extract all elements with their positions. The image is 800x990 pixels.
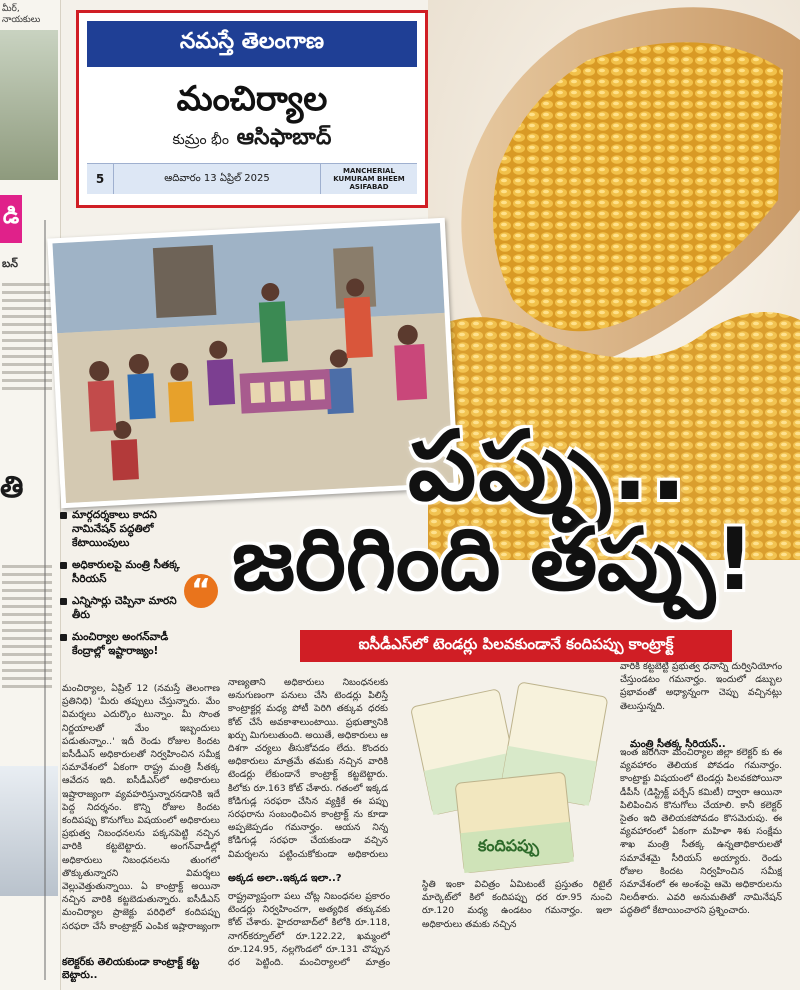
bullet-item: మంచిర్యాల అంగన్‌వాడీ కేంద్రాల్లో ఇష్టారాజ్యం! <box>60 630 188 658</box>
subhead-collector: కలెక్టర్‌కు తెలియకుండా కాంట్రాక్ట్ కట్ట బెట్టారు.. <box>62 957 200 981</box>
anganwadi-illustration <box>52 223 453 503</box>
strip-letter: తి <box>0 470 24 505</box>
place-line-2: KUMURAM BHEEM <box>333 175 405 183</box>
place-line-1: MANCHERIAL <box>343 167 395 175</box>
masthead-footer <box>87 163 417 194</box>
anganwadi-photo-scene <box>52 223 453 503</box>
strip-text-lines-2 <box>0 560 58 688</box>
strip-top-text: మీర్, నాయకులు <box>2 4 41 25</box>
paper-name: నమస్తే తెలంగాణ <box>87 21 417 67</box>
subhead-minister-serious: మంత్రి సీతక్క సీరియస్.. <box>630 739 726 750</box>
article-column-6: ఇంత జరిగినా మంచిర్యాల జిల్లా కలెక్టర్ కు ఈ వ్యవహారం తెలియక పోవడం గమనార్హం. కాంట్రాక్టు విషయంలో టెండర్లు పిలవకపోయినా డీపీసీ (డిస్ట్రిక్ట్ పర్చేస్ కమిటీ) ద్వారా ఆయినా పిలిపించిన కొనుగోలు చేయాలి. కానీ కలెక్టర్ సైతం ఇది తెలియకపోవడం కొసమెరుపు. ఈ వ్యవహారంలో ఏకంగా మహిళా శిశు సంక్షేమ శాఖ మంత్రి సీతక్క ఉన్నతాధికారులతో సమావేశమై సీరియస్ అయ్యారు. రెండు రోజుల కిందట నిర్వహించిన సమీక్ష సమావేశంలో ఈ అంశంపై ఆమె అధికారులను నిలదీశారు. ఎవరి అనుమతితో నామినేషన్ పద్ధతిలో కేటాయించారని ప్రశ్నించారు. <box>620 747 782 917</box>
subheadline-bar: ఐసీడీఎస్‌లో టెండర్లు పిలవకుండానే కందిపప్పు కాంట్రాక్ట్ <box>300 630 732 662</box>
headline-line-2: జరిగింది తప్పు! <box>232 510 755 610</box>
strip-badge: డి <box>0 195 22 243</box>
strip-photo-2 <box>0 766 58 896</box>
masthead <box>76 10 428 208</box>
subhead-there-here: అక్కడ అలా..ఇక్కడ ఇలా..? <box>228 873 342 884</box>
edition-district <box>87 125 417 155</box>
district-name: ఆసిఫాబాద్ <box>236 125 332 150</box>
strip-heading: బన్ <box>2 257 18 270</box>
district-prefix: కుమ్రం భీం <box>172 132 229 148</box>
article-column-2: నాణ్యతాని అధికారులు నిబంధనలకు అనుగుణంగా పనులు చేసి టెండర్లు పిలిస్తే కాంట్రాక్టర్ల మధ్య పోటీ పెరిగి తక్కువ ధరకు కోట్ చేసే అవకాశాలుంటాయి. ప్రభుత్వానికి ఖర్చు మిగులుతుంది. అయితే, అధికారులు ఆ దిశగా చర్యలు తీసుకోవడం లేదు. కొందరు అధికారులు మాత్రమే తమకు నచ్చిన వారికి టెండర్లు లేకుండానే కాంట్రాక్ట్ కట్టబెట్టారు. కిలోకు రూ.163 కోట్ చేశారు. గతంలో ఇక్కడ కోడిగుడ్ల సరఫరా చేసిన వ్యక్తికే ఈ పప్పు సరఫరాను సంబంధించిన కాంట్రాక్ట్ ను కూడా అప్పజెప్పడం గమనార్హం. ఆయన నిన్న కోడిగుడ్ల సరఫరా చేయకుండా వచ్చిన విమర్శలను పట్టించుకోకుండా అధికారులు <box>228 677 388 860</box>
anganwadi-photo <box>47 218 459 508</box>
headline-line-1: పప్పు.. <box>408 410 689 522</box>
article-column-1: మంచిర్యాల, ఏప్రిల్ 12 (నమస్తే తెలంగాణ ప్రతినిధి) 'మీరు తప్పులు చేస్తున్నారు. మేం విమర్శలు ఎదుర్కొం టున్నాం. మీ సొంత నిర్ణయాలతో మేం ఇబ్బందులు పడుతున్నాం..' ఇదీ రెండు రోజుల కిందట ఐసీడీఎస్ అధికారులతో నిర్వహించిన సమీక్ష సమావేశంలో ఏకంగా రాష్ట్ర మంత్రి సీతక్క ఆవేదన ఇది. ఐసీడీఎస్‌లో అధికారులు ఇష్టారాజ్యంగా వ్యవహరిస్తున్నారనడానికి ఇదే పెద్ద నిదర్శనం. కొన్ని రోజుల కిందట కందిపప్పు కొనుగోలు విషయంలో అధికారులు ప్రభుత్వ నిబంధనలను పక్కనపెట్టి నచ్చిన వారికి కట్టబెట్టారు. అంగన్‌వాడీల్లో అధికారులు నిబంధనలను తుంగలో తొక్కుతున్నారని విమర్శలు వెల్లువెత్తుతున్నాయి. ఏ కాంట్రాక్ట్ అయినా నచ్చిన వారికి కట్టబెడుతున్నారు. ఐసీడీఎస్ మంచిర్యాల ప్రాజెక్టు పరిధిలో కందిపప్పు సరఫరా చేసే కాంట్రాక్టర్ ఎంపిక ఇష్టారాజ్యంగా <box>62 683 220 932</box>
bullet-item: ఎన్నిసార్లు చెప్పినా మారని తీరు <box>60 594 188 622</box>
highlight-bullets <box>60 508 188 666</box>
quote-mark-icon: “ <box>184 574 218 608</box>
packets-illustration <box>400 668 620 878</box>
bullet-item: మార్గదర్శకాలు కాదని నామినేషన్ పద్ధతిలో కేటాయింపులు <box>60 508 188 550</box>
page-number: 5 <box>95 172 105 186</box>
edition-date: ఆదివారం 13 ఏప్రిల్ 2025 <box>113 164 321 194</box>
bullet-item: అధికారులపై మంత్రి సీతక్క సీరియస్ <box>60 558 188 586</box>
strip-photo <box>0 30 58 180</box>
place-line-3: ASIFABAD <box>349 183 389 191</box>
column-rule <box>44 220 46 980</box>
edition-city: మంచిర్యాల <box>176 79 328 119</box>
edition-place-en <box>321 167 417 191</box>
kandipappu-packets-photo <box>400 668 620 878</box>
article-column-4: స్థితి ఇంకా విచిత్రం ఏమిటంటే ప్రస్తుతం రిటైల్ మార్కెట్‌లో కిలో కందిపప్పు ధర రూ.95 నుంచి రూ.120 మధ్య ఉండటం గమనార్హం. ఇలా అధికారులు తమకు నచ్చిన <box>422 879 612 930</box>
adjacent-page-strip <box>0 0 61 990</box>
packet-label: కందిపప్పు <box>478 836 540 855</box>
article-column-3: రాష్ట్రవ్యాప్తంగా పలు చోట్ల నిబంధనల ప్రకారం టెండర్లు నిర్వహించగా, అత్యధిక తక్కువకు కోట్ చేశారు. హైదరాబాద్‌లో కిలోకి రూ.118, నాగర్‌కర్నూల్‌లో రూ.122.22, ఖమ్మంలో రూ.124.95, నల్లగొండలో రూ.131 చొప్పున ధర పెట్టింది. మంచిర్యాలలో మాత్రం <box>228 891 390 969</box>
article-column-5: వారికి కట్టబెట్టి ప్రభుత్వ ధనాన్ని దుర్వినియోగం చేస్తుండటం గమనార్హం. ఇందులో డబ్బుల ప్రభావంతో అధ్యాన్నంగా చెప్పు వచ్చినట్లు తెలుస్తున్నది. <box>620 661 782 712</box>
